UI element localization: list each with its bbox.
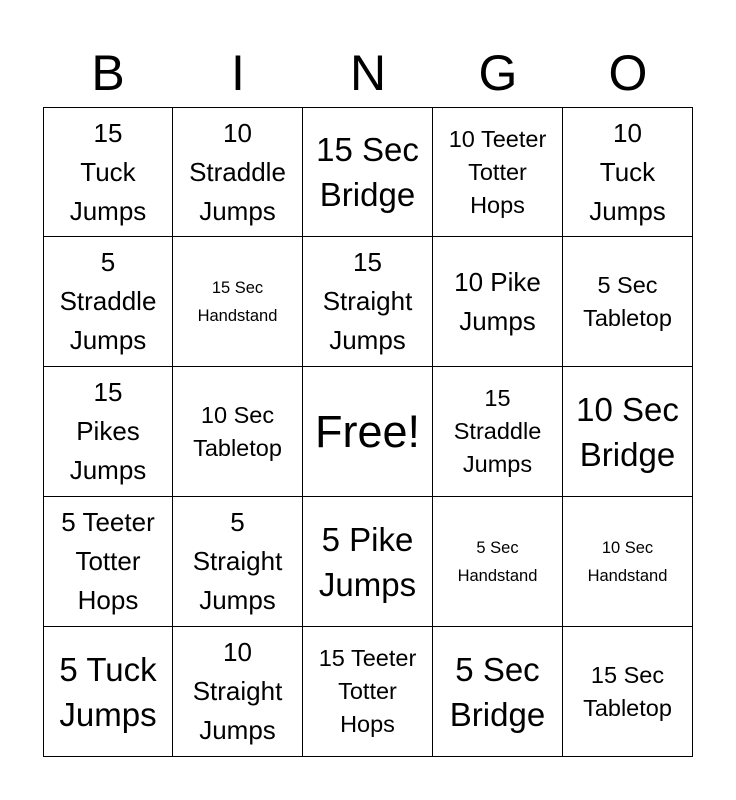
bingo-cell[interactable]: 5 Sec Tabletop (563, 237, 693, 367)
header-letter-b: B (91, 45, 125, 101)
header-letter-g: G (478, 45, 518, 101)
bingo-cell[interactable]: 5 Straight Jumps (173, 497, 303, 627)
bingo-cell[interactable]: 15 Sec Bridge (303, 107, 433, 237)
bingo-cell[interactable]: 5 Tuck Jumps (43, 627, 173, 757)
bingo-cell[interactable]: 10 Straight Jumps (173, 627, 303, 757)
bingo-cell[interactable]: 15 Teeter Totter Hops (303, 627, 433, 757)
bingo-cell[interactable]: 5 Sec Bridge (433, 627, 563, 757)
bingo-cell[interactable]: 15 Pikes Jumps (43, 367, 173, 497)
header-letter-o: O (608, 45, 648, 101)
bingo-cell[interactable]: 5 Pike Jumps (303, 497, 433, 627)
bingo-cell[interactable]: 15 Straddle Jumps (433, 367, 563, 497)
bingo-cell[interactable]: 10 Sec Bridge (563, 367, 693, 497)
bingo-cell[interactable]: 15 Sec Handstand (173, 237, 303, 367)
bingo-cell[interactable]: 15 Straight Jumps (303, 237, 433, 367)
bingo-cell[interactable]: 5 Sec Handstand (433, 497, 563, 627)
bingo-cell[interactable]: 10 Teeter Totter Hops (433, 107, 563, 237)
bingo-cell[interactable]: 5 Straddle Jumps (43, 237, 173, 367)
bingo-card-grid (43, 107, 693, 757)
bingo-cell[interactable]: 10 Tuck Jumps (563, 107, 693, 237)
free-space-cell[interactable]: Free! (303, 367, 433, 497)
bingo-header (43, 40, 693, 106)
bingo-cell[interactable]: 10 Straddle Jumps (173, 107, 303, 237)
bingo-cell[interactable]: 10 Sec Handstand (563, 497, 693, 627)
header-letter-n: N (349, 45, 387, 101)
bingo-cell[interactable]: 15 Sec Tabletop (563, 627, 693, 757)
bingo-cell[interactable]: 15 Tuck Jumps (43, 107, 173, 237)
bingo-cell[interactable]: 10 Sec Tabletop (173, 367, 303, 497)
bingo-cell[interactable]: 5 Teeter Totter Hops (43, 497, 173, 627)
header-letter-i: I (231, 45, 245, 101)
bingo-cell[interactable]: 10 Pike Jumps (433, 237, 563, 367)
